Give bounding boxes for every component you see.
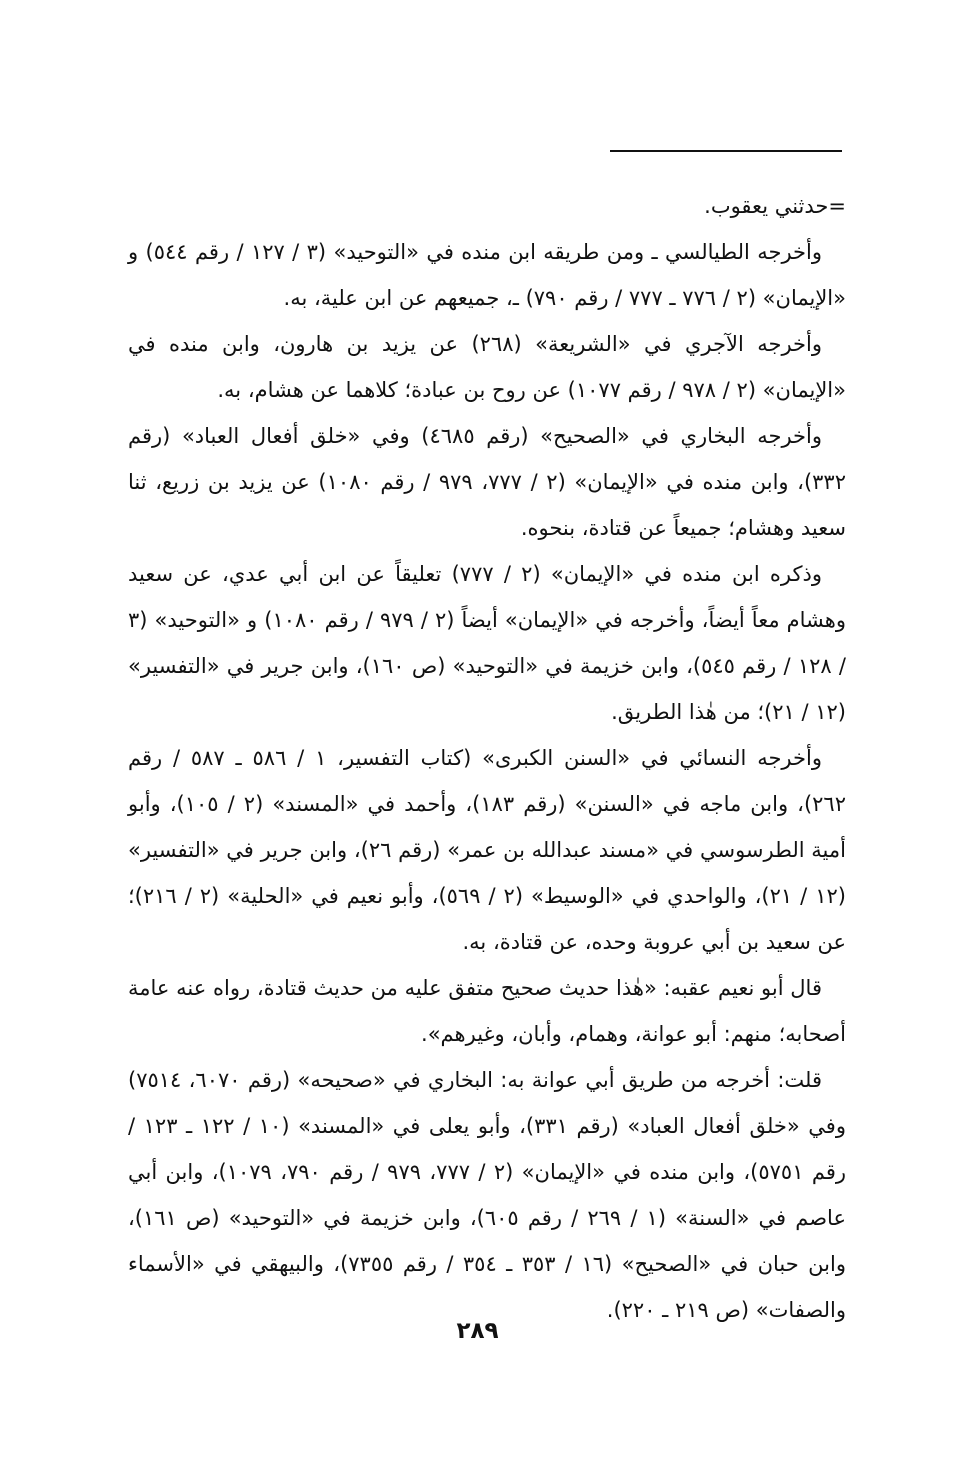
paragraph-qultu: قلت: أخرجه من طريق أبي عوانة به: البخاري في «صحيحه» (رقم ٦٠٧٠، ٧٥١٤) وفي «خلق أفعال العباد» (رقم ٣٣١)، وأبو يعلى في «المسند» (١٠ / ١٢٢ ـ ١٢٣ / رقم ٥٧٥١)، وابن منده في «الإيمان» (٢ / ٧٧٧، ٩٧٩ / رقم ٧٩٠، ١٠٧٩)، وابن أبي عاصم في «السنة» (١ / ٢٦٩ / رقم ٦٠٥)، وابن خزيمة في «التوحيد» (ص ١٦١)، وابن حبان في «الصحيح» (١٦ / ٣٥٣ ـ ٣٥٤ / رقم ٧٣٥٥)، والبيهقي في «الأسماء والصفات» (ص ٢١٩ ـ ٢٢٠). [128,1068,847,1322]
paragraph-ajurri: وأخرجه الآجري في «الشريعة» (٢٦٨) عن يزيد بن هارون، وابن منده في «الإيمان» (٢ / ٩٧٨ / رقم ١٠٧٧) عن روح بن عبادة؛ كلاهما عن هشام، به. [128,332,846,402]
footnote-separator-rule [610,150,842,152]
paragraph-tayalisi: وأخرجه الطيالسي ـ ومن طريقه ابن منده في «التوحيد» (٣ / ١٢٧ / رقم ٥٤٤) و «الإيمان» (٢ / ٧٧٦ ـ ٧٧٧ / رقم ٧٩٠) ـ، جميعهم عن ابن علية، به. [128,240,846,310]
footnote-continuation: =حدثني يعقوب. [704,194,846,218]
paragraph-ibn-mandah: وذكره ابن منده في «الإيمان» (٢ / ٧٧٧) تعليقاً عن ابن أبي عدي، عن سعيد وهشام معاً أيضاً، وأخرجه في «الإيمان» أيضاً (٢ / ٩٧٩ / رقم ١٠٨٠) و «التوحيد» (٣ / ١٢٨ / رقم ٥٤٥)، وابن خزيمة في «التوحيد» (ص ١٦٠)، وابن جرير في «التفسير» (١٢ / ٢١)؛ من هٰذا الطريق. [128,562,846,724]
paragraph-nasai: وأخرجه النسائي في «السنن الكبرى» (كتاب التفسير، ١ / ٥٨٦ ـ ٥٨٧ / رقم ٢٦٢)، وابن ماجه في «السنن» (رقم ١٨٣)، وأحمد في «المسند» (٢ / ١٠٥)، وأبو أمية الطرسوسي في «مسند عبدالله بن عمر» (رقم ٢٦)، وابن جرير في «التفسير» (١٢ / ٢١)، والواحدي في «الوسيط» (٢ / ٥٦٩)، وأبو نعيم في «الحلية» (٢ / ٢١٦)؛ عن سعيد بن أبي عروبة وحده، عن قتادة، به. [128,746,846,954]
page-number: ٢٨٩ [456,1318,499,1344]
paragraph-bukhari: وأخرجه البخاري في «الصحيح» (رقم ٤٦٨٥) وفي «خلق أفعال العباد» (رقم ٣٣٢)، وابن منده في «الإيمان» (٢ / ٧٧٧، ٩٧٩ / رقم ١٠٨٠) عن يزيد بن زريع، ثنا سعيد وهشام؛ جميعاً عن قتادة، بنحوه. [128,424,846,540]
paragraph-abu-nuaym: قال أبو نعيم عقبه: «هٰذا حديث صحيح متفق عليه من حديث قتادة، رواه عنه عامة أصحابه؛ منهم: أبو عوانة، وهمام، وأبان، وغيرهم». [128,976,846,1046]
footnote-text [128,183,846,1333]
